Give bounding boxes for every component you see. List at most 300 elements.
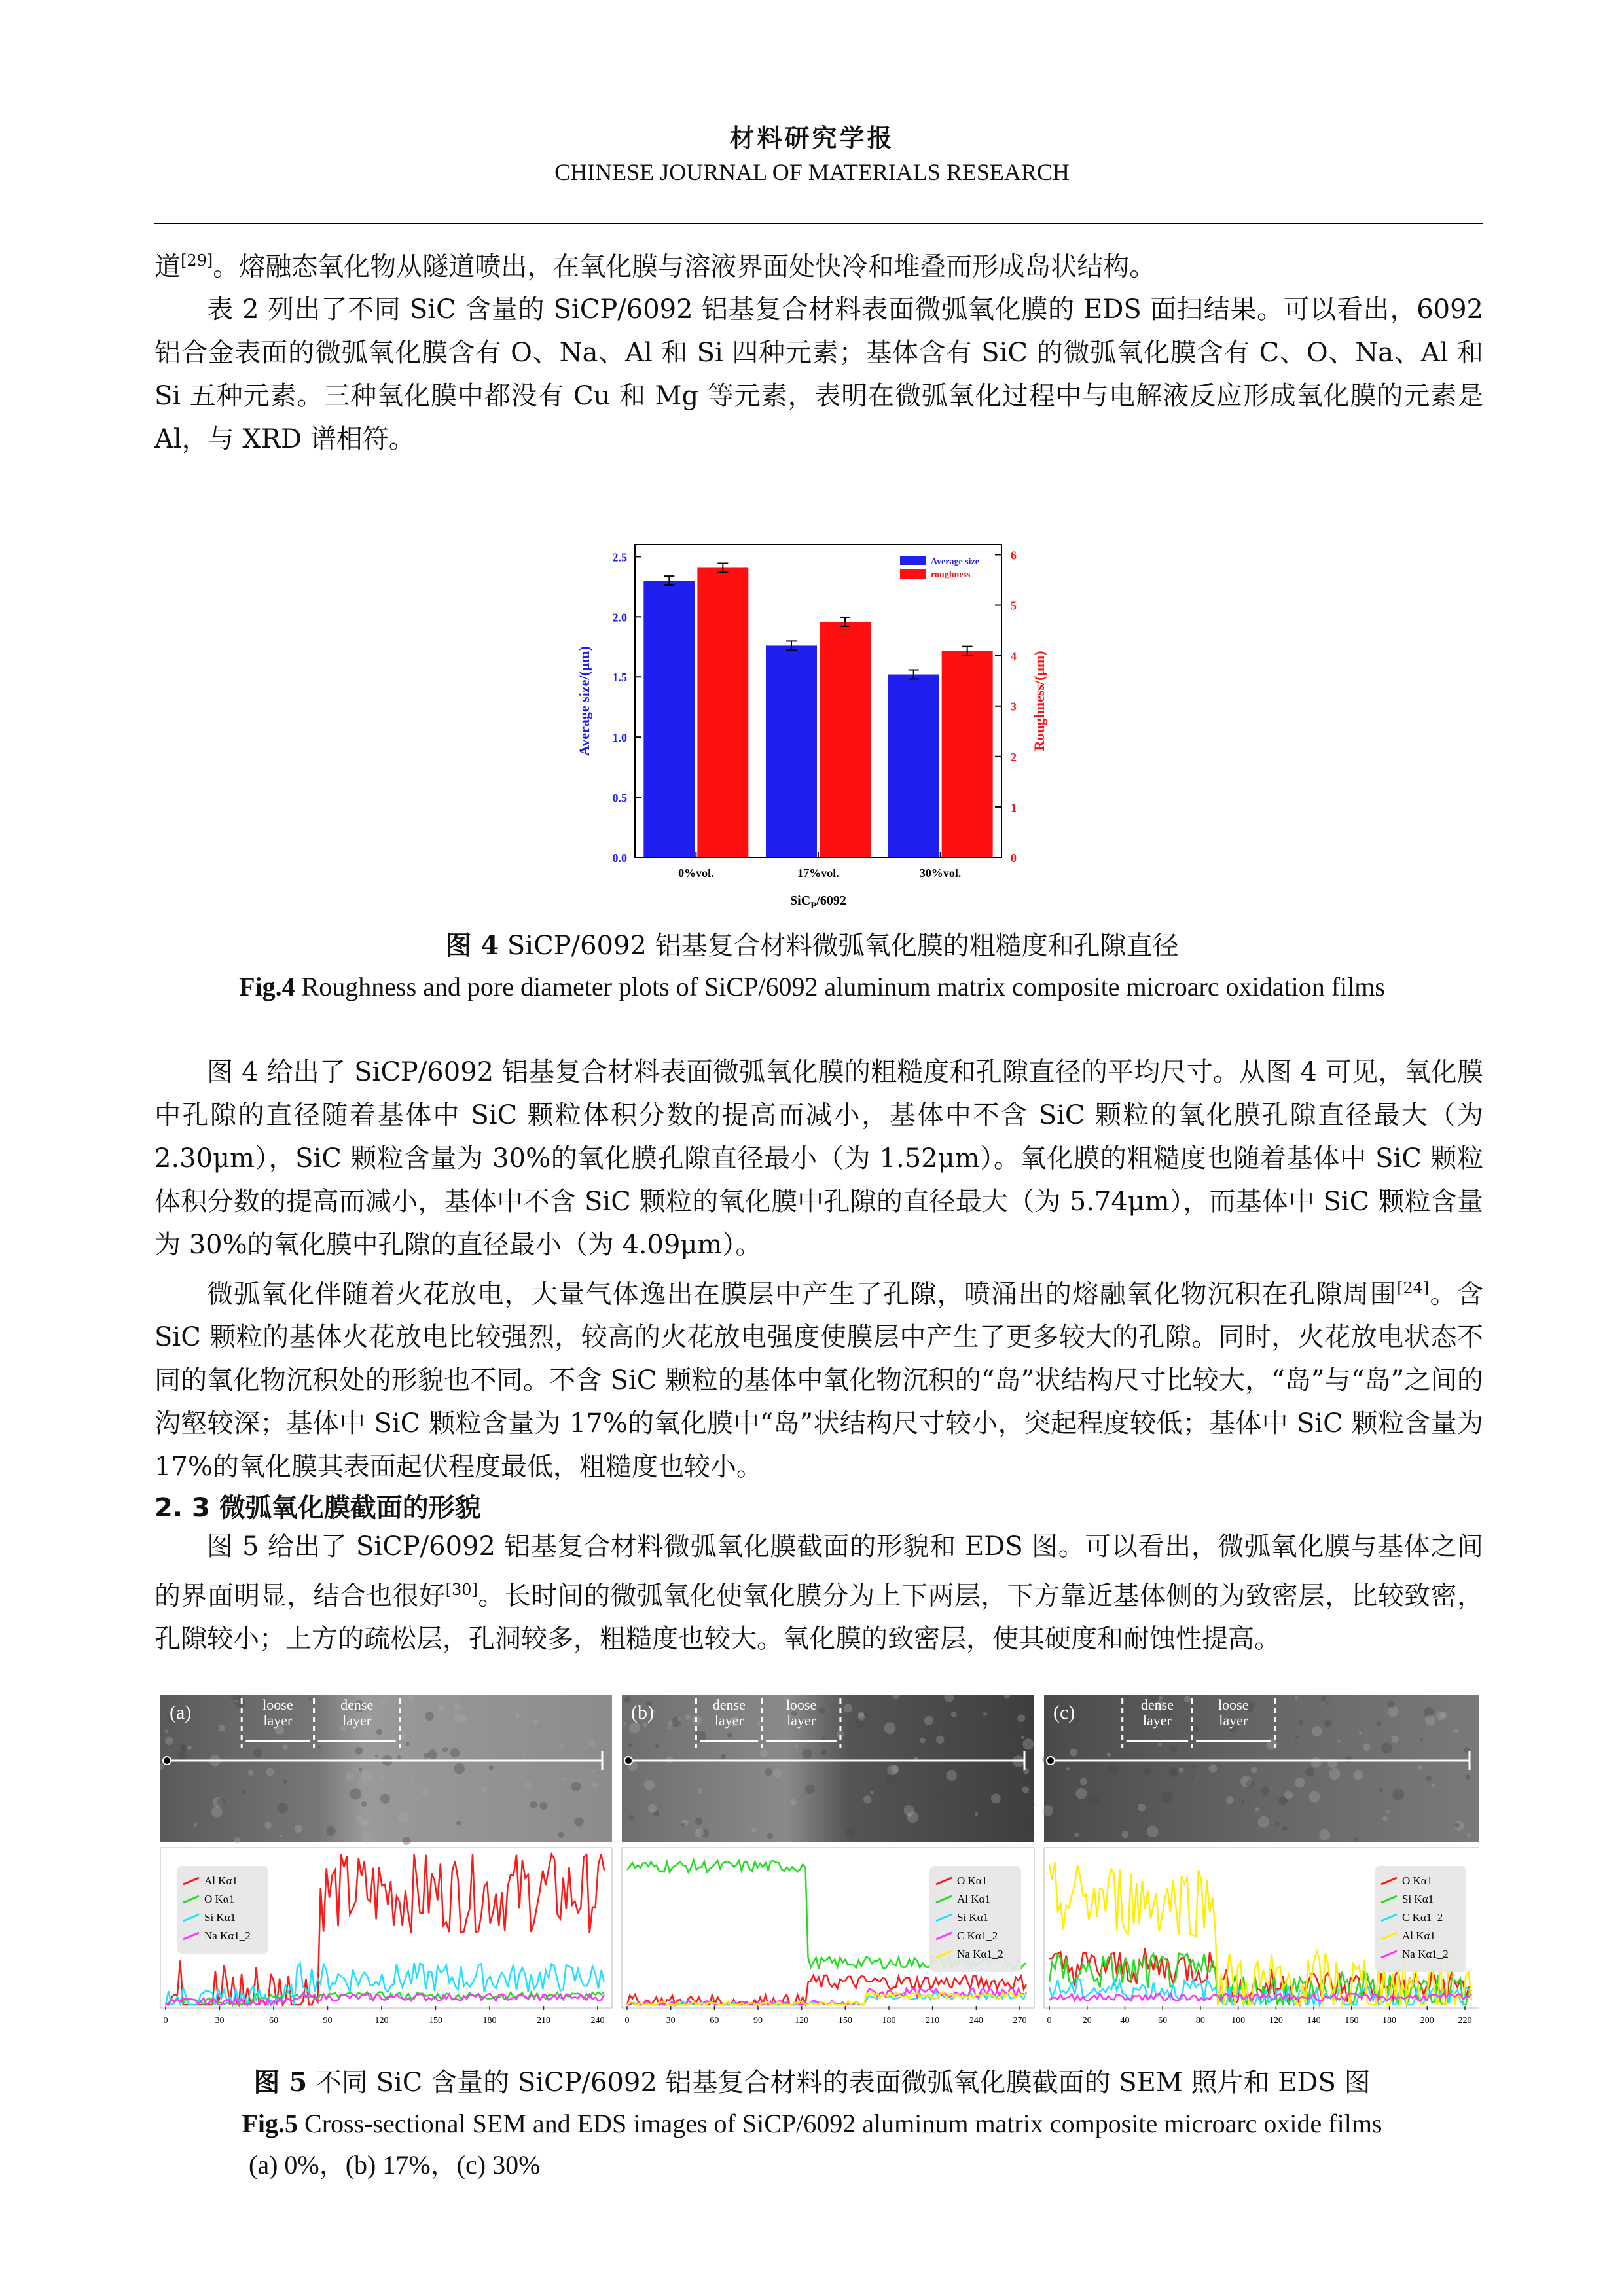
layer-label: loose [262,1696,293,1713]
sem-texture [1242,1800,1245,1803]
sem-texture [1143,1768,1150,1775]
eds-x-tick-label: 80 [1195,2016,1205,2026]
eds-legend-label: Si Kα1 [1402,1893,1434,1905]
sem-texture [915,1706,918,1709]
sem-texture [317,1745,321,1748]
eds-legend-label: Al Kα1 [1402,1929,1435,1942]
panel-label: (b) [631,1702,654,1723]
sem-texture [1295,1778,1305,1788]
sem-texture [952,1747,956,1751]
sem-texture [1255,1807,1259,1812]
sem-texture [308,1698,312,1701]
legend-swatch [900,569,926,579]
sem-texture [234,1837,240,1844]
sem-texture [1425,1715,1435,1725]
sem-texture [629,1723,640,1734]
sem-texture [283,1780,287,1784]
sem-texture [924,1716,933,1725]
eds-x-tick-label: 150 [838,2016,852,2026]
eds-legend-label: C Kα1_2 [1402,1911,1443,1924]
fig4-caption-en: Fig.4 Roughness and pore diameter plots of SiCP/6092 aluminum matrix composite microarc oxidation films [239,972,1385,1001]
sem-texture [1363,1743,1371,1751]
sem-texture [410,1777,414,1781]
scan-start [163,1757,171,1765]
sem-texture [991,1793,1001,1803]
eds-x-tick-label: 270 [1013,2016,1027,2026]
sem-texture [1191,1776,1194,1779]
sem-texture [187,1745,192,1749]
sem-texture [975,1812,978,1816]
sem-texture [751,1828,756,1833]
sem-texture [1320,1696,1326,1702]
eds-x-tick-label: 120 [1269,2016,1283,2026]
fig5-panels [160,1695,1479,2029]
sem-texture [408,1696,414,1702]
x-tick-label: 30%vol. [919,867,962,880]
sem-texture [1386,1810,1390,1814]
sem-texture [1158,1742,1162,1746]
eds-legend-label: Na Kα1_2 [204,1929,251,1942]
sem-texture [405,1742,409,1746]
layer-label: layer [787,1712,816,1729]
sem-texture [727,1732,732,1738]
sem-texture [1260,1787,1269,1796]
sem-texture [280,1835,282,1837]
sem-texture [194,1823,197,1827]
sem-texture [1066,1767,1070,1771]
eds-x-tick-label: 60 [710,2016,719,2026]
sem-texture [1420,1738,1423,1741]
scan-start [624,1757,632,1765]
left-tick-label: 1.5 [612,671,627,685]
sem-texture [1467,1833,1471,1837]
sem-texture [695,1828,704,1837]
legend-label: roughness [931,570,971,580]
section-heading: 2. 3 微弧氧化膜截面的形貌 [154,1493,481,1523]
sem-texture [450,1748,460,1758]
sem-texture [376,1729,383,1736]
sem-texture [489,1765,494,1770]
left-tick-label: 2.5 [612,550,627,564]
sem-texture [790,1799,797,1806]
eds-x-tick-label: 30 [215,2016,225,2026]
sem-texture [1305,1767,1314,1776]
sem-texture [1382,1816,1388,1821]
paragraph-2: 表 2 列出了不同 SiC 含量的 SiCP/6092 铝基复合材料表面微弧氧化膜的 EDS 面扫结果。可以看出，6092 铝合金表面的微弧氧化膜含有 O、Na、Al 和 Si 四种元素；基体含有 SiC 的微弧氧化膜含有 C、O、Na、Al 和 Si 五种元素。三种氧化膜中都没有 Cu 和 Mg 等元素，表明在微弧氧化过程中与电解液反应形成氧化膜的元素是 Al，与 XRD 谱相符。 [154,295,1483,455]
sem-texture [346,1772,354,1780]
sem-texture [644,1780,655,1790]
sem-texture [886,1774,897,1785]
sem-texture [403,1837,411,1845]
sem-texture [1275,1821,1279,1825]
text-block-1 [154,239,1483,461]
eds-x-tick-label: 120 [374,2016,389,2026]
sem-texture [884,1722,896,1734]
sem-texture [361,1801,367,1807]
left-axis-label: Average size/(μm) [576,646,592,756]
eds-x-tick-label: 0 [163,2016,168,2026]
sem-texture [628,1743,632,1747]
sem-texture [539,1802,547,1810]
sem-texture [360,1819,367,1825]
eds-x-tick-label: 220 [1458,2016,1472,2026]
sem-texture [248,1770,253,1776]
fig5-caption-sub: (a) 0%，(b) 17%，(c) 30% [249,2150,541,2179]
sem-texture [821,1749,827,1755]
sem-texture [380,1776,384,1780]
sem-texture [767,1833,773,1839]
layer-label: layer [1142,1712,1172,1729]
sem-texture [1075,1788,1087,1799]
eds-legend-label: Si Kα1 [957,1911,989,1924]
sem-texture [398,1812,408,1823]
sem-texture [863,1795,871,1803]
layer-label: layer [263,1712,293,1729]
layer-label: dense [712,1696,746,1713]
eds-x-tick-label: 0 [1047,2016,1052,2026]
sem-texture [1436,1712,1445,1721]
sem-texture [1299,1720,1304,1725]
sem-texture [1020,1820,1023,1822]
right-tick-label: 2 [1011,750,1017,764]
sem-texture [217,1798,225,1806]
eds-x-tick-label: 180 [482,2016,497,2026]
sem-texture [482,1787,487,1792]
sem-texture [1376,1721,1381,1726]
sem-texture [219,1725,225,1731]
sem-texture [1009,1739,1018,1748]
sem-texture [698,1788,703,1793]
sem-texture [1147,1825,1159,1837]
eds-legend-label: Al Kα1 [204,1874,238,1887]
bar-average-size [888,675,939,857]
eds-x-tick-label: 60 [269,2016,278,2026]
sem-texture [846,1828,855,1837]
sem-texture [904,1805,914,1816]
sem-texture [295,1825,302,1833]
sem-texture [628,1815,634,1820]
sem-texture [562,1777,566,1780]
eds-x-tick-label: 20 [1082,2016,1092,2026]
citation: [24] [1397,1279,1430,1297]
sem-texture [1080,1778,1087,1785]
layer-label: loose [785,1696,817,1713]
right-tick-label: 0 [1011,852,1017,865]
eds-x-tick-label: 180 [1382,2016,1397,2026]
sem-texture [375,1755,378,1757]
fig5-panel-1 [160,1695,612,2026]
right-axis-label: Roughness/(μm) [1031,651,1047,751]
sem-texture [1022,1738,1034,1749]
sem-texture [1170,1746,1178,1753]
sem-texture [400,1733,406,1739]
panel-label: (a) [170,1702,192,1723]
sem-texture [439,1708,442,1712]
sem-texture [774,1769,782,1777]
sem-texture [571,1782,581,1791]
layer-label: layer [714,1712,744,1729]
bar-average-size [643,581,695,857]
sem-texture [1022,1786,1030,1793]
sem-texture [802,1749,812,1759]
eds-x-tick-label: 0 [624,2016,630,2026]
sem-texture [1021,1735,1025,1739]
eds-x-tick-label: 160 [1344,2016,1359,2026]
sem-texture [1311,1757,1322,1768]
bar-roughness [697,567,748,857]
sem-texture [668,1726,672,1730]
layer-label: layer [342,1712,372,1729]
sem-texture [1284,1791,1293,1799]
sem-texture [574,1817,583,1826]
sem-texture [948,1802,952,1805]
sem-texture [515,1713,519,1717]
sem-texture [1466,1774,1471,1780]
sem-texture [164,1729,168,1733]
sem-texture [521,1754,524,1757]
sem-texture [1312,1726,1322,1736]
eds-legend-label: Na Kα1_2 [957,1948,1003,1960]
sem-texture [454,1713,462,1722]
fig4-chart [563,537,1060,916]
sem-texture [266,1768,274,1776]
sem-texture [559,1744,564,1748]
sem-texture [681,1823,685,1827]
sem-texture [1353,1770,1363,1780]
eds-x-tick-label: 200 [1420,2016,1434,2026]
sem-texture [177,1751,187,1761]
eds-legend-label: O Kα1 [1402,1874,1433,1887]
sem-texture [795,1744,799,1748]
left-tick-label: 0.5 [612,791,627,805]
sem-texture [1432,1784,1435,1787]
sem-texture [558,1832,564,1838]
sem-texture [935,1789,942,1797]
sem-texture [524,1782,532,1789]
sem-texture [1138,1804,1146,1812]
sem-texture [1027,1829,1034,1837]
eds-legend-label: C Kα1_2 [957,1929,998,1942]
sem-texture [1418,1765,1422,1770]
eds-legend-label: O Kα1 [957,1874,988,1887]
sem-texture [757,1721,761,1725]
paragraph-4: 微弧氧化伴随着火花放电，大量气体逸出在膜层中产生了孔隙，喷涌出的熔融氧化物沉积在孔隙周围[24]。含 SiC 颗粒的基体火花放电比较强烈，较高的火花放电强度使膜层中产生了更多较大的孔隙。同时，火花放电状态不同的氧化物沉积处的形貌也不同。不含 SiC 颗粒的基体中氧化物沉积的“岛”状结构尺寸比较大，“岛”与“岛”之间的沟壑较深；基体中 SiC 颗粒含量为 17%的氧化膜中“岛”状结构尺寸较小，突起程度较低；基体中 SiC 颗粒含量为 17%的氧化膜其表面起伏程度最低，粗糙度也较小。 [154,1279,1483,1482]
sem-texture [818,1707,825,1714]
eds-legend-label: Na Kα1_2 [1402,1948,1449,1960]
sem-texture [721,1754,726,1759]
sem-texture [920,1738,926,1744]
eds-x-tick-label: 90 [753,2016,763,2026]
sem-texture [1070,1748,1077,1756]
sem-texture [1454,1729,1458,1733]
eds-x-tick-label: 180 [882,2016,896,2026]
fig5-caption-en: Fig.5 Cross-sectional SEM and EDS images of SiCP/6092 aluminum matrix composite microarc oxide films [242,2109,1382,2138]
fig4-caption-cn: 图 4 SiCP/6092 铝基复合材料微弧氧化膜的粗糙度和孔隙直径 [445,930,1179,961]
eds-x-tick-label: 90 [323,2016,333,2026]
sem-texture [1426,1776,1431,1781]
text-block-2 [154,1050,1483,1488]
sem-texture [1392,1789,1404,1801]
sem-texture [1309,1791,1320,1802]
sem-texture [588,1740,595,1746]
sem-texture [643,1723,647,1727]
sem-texture [454,1763,465,1774]
eds-x-tick-label: 240 [590,2016,605,2026]
eds-x-tick-label: 150 [429,2016,442,2026]
sem-texture [1359,1732,1362,1735]
sem-texture [655,1744,659,1748]
sem-texture [1226,1796,1234,1804]
sem-texture [397,1755,401,1759]
layer-label: dense [1140,1696,1174,1713]
sem-texture [1379,1788,1383,1793]
right-tick-label: 6 [1011,548,1017,562]
bar-roughness [942,651,993,857]
eds-x-tick-label: 210 [926,2016,940,2026]
sem-texture [983,1712,987,1716]
sem-texture [1326,1702,1329,1706]
eds-x-tick-label: 60 [1158,2016,1168,2026]
right-tick-label: 4 [1011,649,1017,663]
sem-texture [624,1696,631,1703]
citation: [30] [445,1581,478,1599]
legend-label: Average size [931,557,979,567]
sem-texture [1108,1763,1119,1774]
sem-texture [1024,1799,1035,1810]
sem-texture [1178,1768,1183,1773]
sem-texture [1169,1767,1179,1777]
eds-x-tick-label: 210 [537,2016,550,2026]
text-block-3 [154,1525,1483,1660]
right-tick-label: 5 [1011,599,1017,613]
sem-texture [1387,1700,1395,1708]
left-tick-label: 2.0 [612,611,627,624]
sem-texture [362,1832,372,1842]
fig5-image [160,1695,1479,2029]
sem-texture [1392,1736,1399,1743]
sem-texture [243,1738,245,1741]
sem-texture [434,1750,437,1753]
citation: [29] [181,251,213,270]
header-rule [154,223,1483,224]
sem-texture [1161,1791,1172,1803]
sem-texture [685,1714,691,1720]
sem-texture [1337,1740,1340,1742]
sem-texture [359,1768,362,1771]
eds-x-tick-label: 120 [795,2016,809,2026]
left-tick-label: 1.0 [612,731,627,745]
sem-texture [962,1792,970,1801]
sem-texture [1184,1696,1191,1702]
sem-texture [677,1717,681,1721]
sem-texture [530,1801,537,1808]
sem-texture [648,1804,657,1812]
sem-texture [891,1765,899,1774]
sem-texture [1324,1719,1332,1727]
fig5-caption-cn: 图 5 不同 SiC 含量的 SiCP/6092 铝基复合材料的表面微弧氧化膜截面的 SEM 照片和 EDS 图 [253,2067,1371,2098]
sem-texture [1191,1765,1197,1770]
eds-x-tick-label: 30 [666,2016,676,2026]
legend-swatch [900,556,926,565]
sem-texture [241,1789,245,1794]
sem-texture [355,1747,363,1755]
sem-texture [1354,1837,1358,1841]
sem-texture [946,1770,956,1781]
sem-texture [1088,1794,1099,1805]
sem-texture [211,1806,223,1818]
eds-legend-label: Al Kα1 [957,1893,990,1905]
sem-texture [1043,1805,1053,1816]
sem-texture [282,1744,287,1749]
sem-texture [264,1822,272,1829]
sem-texture [1454,1823,1460,1828]
layer-label: dense [340,1696,374,1713]
sem-texture [1295,1735,1299,1739]
sem-texture [425,1712,434,1721]
sem-texture [361,1771,372,1782]
fig5-panel-2 [622,1695,1035,2026]
sem-texture [695,1818,702,1825]
paragraph-3: 图 4 给出了 SiCP/6092 铝基复合材料表面微弧氧化膜的粗糙度和孔隙直径的平均尺寸。从图 4 可见，氧化膜中孔隙的直径随着基体中 SiC 颗粒体积分数的提高而减小，基体中不含 SiC 颗粒的氧化膜孔隙直径最大（为 2.30μm），SiC 颗粒含量为 30%的氧化膜孔隙直径最小（为 1.52μm）。氧化膜的粗糙度也随着基体中 SiC 颗粒体积分数的提高而减小，基体中不含 SiC 颗粒的氧化膜中孔隙的直径最大（为 5.74μm），而基体中 SiC 颗粒含量为 30%的氧化膜中孔隙的直径最小（为 4.09μm）。 [154,1057,1483,1260]
sem-texture [454,1703,461,1710]
paragraph-1: 道[29]。熔融态氧化物从隧道喷出，在氧化膜与溶液界面处快冷和堆叠而形成岛状结构。 [154,251,1156,282]
eds-x-tick-label: 140 [1307,2016,1321,2026]
left-tick-label: 0.0 [612,852,627,865]
layer-label: layer [1219,1712,1248,1729]
sem-texture [1074,1833,1079,1837]
sem-texture [1017,1714,1025,1722]
sem-texture [1329,1768,1341,1780]
sem-texture [592,1770,595,1772]
eds-x-tick-label: 100 [1231,2016,1246,2026]
sem-texture [442,1747,448,1752]
x-tick-label: 17%vol. [797,867,839,880]
panel-label: (c) [1053,1702,1075,1723]
sem-texture [381,1700,386,1706]
sem-texture [858,1712,864,1717]
sem-texture [1251,1767,1257,1773]
sem-texture [1319,1829,1330,1840]
sem-texture [623,1722,626,1725]
sem-texture [1381,1742,1392,1753]
sem-texture [821,1737,825,1740]
sem-texture [1345,1756,1352,1763]
sem-texture [805,1784,815,1794]
eds-x-tick-label: 40 [1120,2016,1130,2026]
eds-legend-label: O Kα1 [204,1893,235,1905]
sem-texture [951,1712,957,1717]
sem-texture [326,1826,336,1836]
scan-start [1047,1757,1055,1765]
sem-texture [422,1789,429,1796]
sem-texture [936,1736,944,1744]
sem-texture [278,1803,288,1813]
sem-image [160,1695,612,1842]
sem-texture [844,1704,852,1713]
paragraph-5: 图 5 给出了 SiCP/6092 铝基复合材料微弧氧化膜截面的形貌和 EDS 图。可以看出，微弧氧化膜与基体之间的界面明显，结合也很好[30]。长时间的微弧氧化使氧化膜分为上下两层，下方靠近基体侧的为致密层，比较致密，孔隙较小；上方的疏松层，孔洞较多，粗糙度也较大。氧化膜的致密层，使其硬度和耐蚀性提高。 [154,1532,1484,1655]
sem-texture [1295,1696,1298,1700]
sem-texture [1258,1816,1270,1828]
layer-label: loose [1218,1696,1249,1713]
journal-title-cn: 材料研究学报 [729,123,895,152]
journal-title-en: CHINESE JOURNAL OF MATERIALS RESEARCH [554,159,1070,185]
sem-texture [532,1719,538,1725]
sem-texture [1121,1831,1128,1838]
sem-texture [1282,1826,1288,1831]
sem-texture [350,1788,361,1799]
sem-texture [380,1794,390,1804]
right-tick-label: 3 [1011,700,1017,713]
